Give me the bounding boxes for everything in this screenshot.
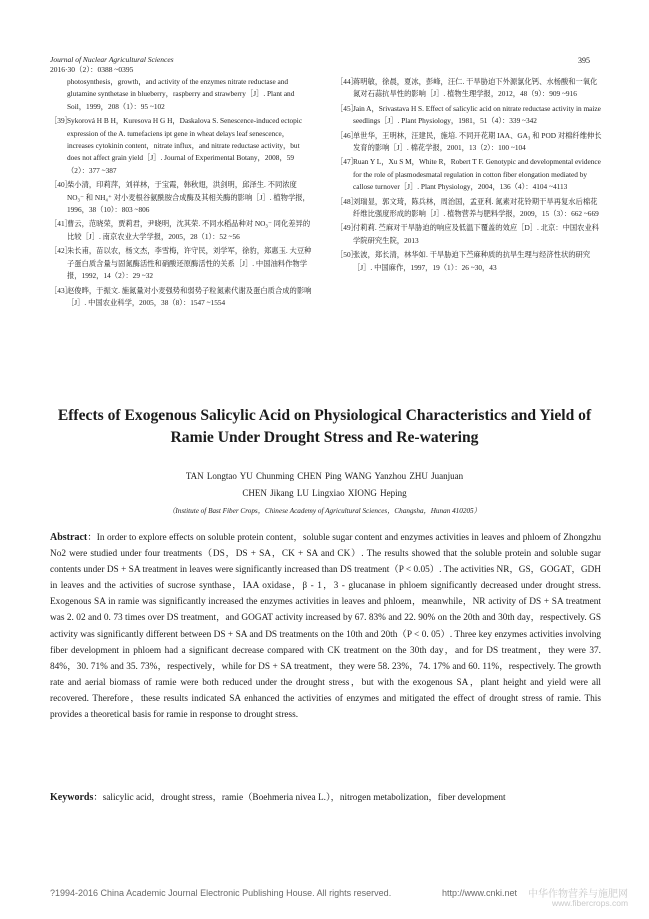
- reference-item: [336, 222, 602, 247]
- reference-number: ［41］: [50, 219, 72, 229]
- footer-copyright: ?1994-2016 China Academic Journal Electronic Publishing House. All rights reserved.: [50, 888, 392, 898]
- reference-item: [50, 179, 312, 216]
- reference-number: ［42］: [50, 246, 72, 256]
- keywords: [50, 790, 601, 806]
- watermark-url: www.fibercrops.com: [552, 898, 629, 908]
- reference-number: ［46］: [336, 130, 358, 140]
- reference-item: [336, 76, 602, 101]
- reference-item: [50, 245, 312, 282]
- reference-number: ［45］: [336, 103, 358, 113]
- reference-item: [336, 196, 602, 221]
- reference-item: [336, 103, 602, 128]
- abstract-label: Abstract: [50, 532, 88, 543]
- reference-number: ［50］: [336, 250, 358, 260]
- references-column-right: [336, 76, 602, 276]
- journal-name: Journal of Nuclear Agricultural Sciences: [50, 55, 174, 64]
- reference-number: ［40］: [50, 180, 72, 190]
- reference-text: 曹云，范晓荣，贾莉君，尹晓明，沈其荣. 不同水稻品种对 NO₃⁻ 同化差异的比较［J］. 南京农业大学学报，2005，28（1）：52 ~56: [67, 219, 311, 241]
- keywords-text: ：salicylic acid，drought stress，ramie（Boehmeria nivea L.），nitrogen metabolization，fiber development: [93, 793, 506, 803]
- references-column-left: [50, 76, 312, 311]
- reference-text: 张波，郑长清，林华如. 干旱胁迫下苎麻种质的抗旱生理与经济性状的研究［J］. 中国麻作，1997，19（1）：26 ~30，43: [353, 250, 591, 272]
- abstract-text: ：In order to explore effects on soluble protein content，soluble sugar content and enzymes activities in leaves and phloem of Zhongzhu No2 were studied under four treatments（DS，DS + SA，CK + SA and CK）. The results showed that the soluble protein and soluble sugar contents under DS + SA treatment in leaves were significantly increased than DS treatment（P < 0.05）. The activities NR，GS，GOGAT，GDH in leaves and the activities of sucrose synthase，IAA oxidase，β - 1，3 - glucanase in phloem significantly decreased under drought stress. Exogenous SA in ramie was significantly increased the enzymes activities in leaves and phloem，meanwhile，NR activity of DS + SA treatment was 2. 02 and 0. 73 times over DS treatment，and GOGAT activity increased by 67. 83% and 22. 90% on the 20th and 30th day，respectively. GS activity was significantly different between DS + SA and DS treatments on the 10th and 20th（P < 0. 05）. Three key enzymes activities involving fiber development in phloem had a significant decrease compared with CK treatment on the 30th day，and for DS treatment，they were 37. 84%，30. 71% and 35. 73%，respectively，while for DS + SA treatment，they were 58. 23%，74. 17% and 60. 11%，respectively. The growth rate and aerial biomass of ramie were both reduced under the drought stress，but with the exogenous SA，plant height and yield were all recovered. Therefore，these results indicated SA enhanced the activities of enzymes and mitigated the effect of drought stress of ramie. This provides a theoretical basis for ramie in response to drought stress.: [50, 533, 601, 721]
- watermark-text: 中华作物营养与施肥网: [528, 889, 628, 900]
- author-list-continued: CHEN Jikang LU Lingxiao XIONG Heping: [242, 488, 407, 498]
- affiliation: （Institute of Bast Fiber Crops，Chinese Academy of Agricultural Sciences，Changsha，Hunan 410205）: [168, 507, 481, 515]
- reference-text: Ruan Y L，Xu S M，White R，Robert T F. Genotypic and developmental evidence for the role of plasmodesmatal regulation in cotton fiber elongation mediated by callose turnover［J］. Plant Physiology，2004，136（4）：4104 ~4113: [353, 157, 601, 192]
- reference-text: 蒋明敏，徐晨，夏冰，彭峰，汪仁. 干旱胁迫下外源氯化钙、水杨酸和一氧化氮对石蒜抗旱性的影响［J］. 植物生理学报，2012，48（9）：909 ~916: [353, 77, 598, 99]
- reference-text: Jain A，Srivastava H S. Effect of salicylic acid on nitrate reductase activity in maize seedlings［J］. Plant Physiology，1981，51（4）：339 ~342: [353, 103, 601, 126]
- reference-item: [50, 115, 312, 177]
- reference-number: ［48］: [336, 196, 358, 206]
- reference-item: [336, 130, 602, 155]
- reference-text: photosynthesis，growth，and activity of the enzymes nitrate reductase and glutamine synthetase in blueberry，raspberry and strawberry［J］. Plant and Soil，1999，208（1）：95 ~102: [67, 77, 295, 111]
- keywords-label: Keywords: [50, 792, 94, 803]
- journal-header: [50, 55, 174, 75]
- abstract: [50, 530, 601, 723]
- reference-text: 朱长甫，苗以农，杨文杰，李雪梅，许守民，刘学军，徐豹，郑惠玉. 大豆种子蛋白质含量与固氮酶活性和硝酸还原酶活性的关系［J］. 中国油料作物学报，1992，14（2）：29 ~32: [67, 246, 312, 281]
- reference-item: [336, 249, 602, 274]
- journal-citation: 2016·30（2）：0388 ~0395: [50, 65, 134, 74]
- page-number: 395: [578, 56, 590, 65]
- author-list: TAN Longtao YU Chunming CHEN Ping WANG Yanzhou ZHU Juanjuan: [185, 471, 464, 481]
- reference-number: ［39］: [50, 116, 72, 126]
- footer-url[interactable]: http://www.cnki.net: [442, 888, 518, 898]
- reference-number: ［43］: [50, 285, 72, 295]
- paper-title: Effects of Exogenous Salicylic Acid on Physiological Characteristics and Yield of Ramie Under Drought Stress and Re-watering: [57, 407, 592, 446]
- reference-text: 刘瑞显，郭文琦，陈兵林，周治国，孟亚利. 氮素对花铃期干旱再复水后棉花纤维比强度形成的影响［J］. 植物营养与肥料学报，2009，15（3）：662 ~669: [353, 196, 599, 219]
- reference-text: 赵俊晔，于振文. 施氮量对小麦强势和弱势子粒氮素代谢及蛋白质合成的影响［J］. 中国农业科学，2005，38（8）：1547 ~1554: [67, 285, 312, 307]
- reference-number: ［44］: [336, 77, 358, 86]
- reference-number: ［47］: [336, 157, 358, 167]
- reference-text: 付莉莉. 苎麻对干旱胁迫的响应及低温下覆盖的效应［D］. 北京：中国农业科学院研究生院，2013: [353, 223, 600, 245]
- reference-item: [50, 285, 312, 310]
- reference-text: 柴小清，印莉萍，刘祥林，于宝霞，韩秋翅，洪剑明，邱泽生. 不同浓度 NO₃⁻ 和 NH₄⁺ 对小麦根谷氨酰胺合成酶及其相关酶的影响［J］. 植物学报，1996，38（10）：803 ~806: [67, 180, 310, 215]
- reference-number: ［49］: [336, 223, 358, 233]
- reference-item: [336, 156, 602, 193]
- reference-item: [50, 76, 312, 113]
- reference-item: [50, 218, 312, 243]
- reference-text: Sykorová H B H，Kuresova H G H，Daskalova S. Senescence-induced ectopic expression of the A. tumefaciens ipt gene in wheat delays leaf senescence，increases cytokinin content，nitrate influx，and nitrate reductase activity，but does not affect grain yield［J］. Journal of Experimental Botany，2008，59（2）：377 ~387: [67, 116, 303, 175]
- reference-text: 单世华，王明林，汪建民，施培. 不同开花期 IAA、GA₃ 和 POD 对棉纤维伸长发育的影响［J］. 棉花学报，2001，13（2）：100 ~104: [353, 130, 602, 153]
